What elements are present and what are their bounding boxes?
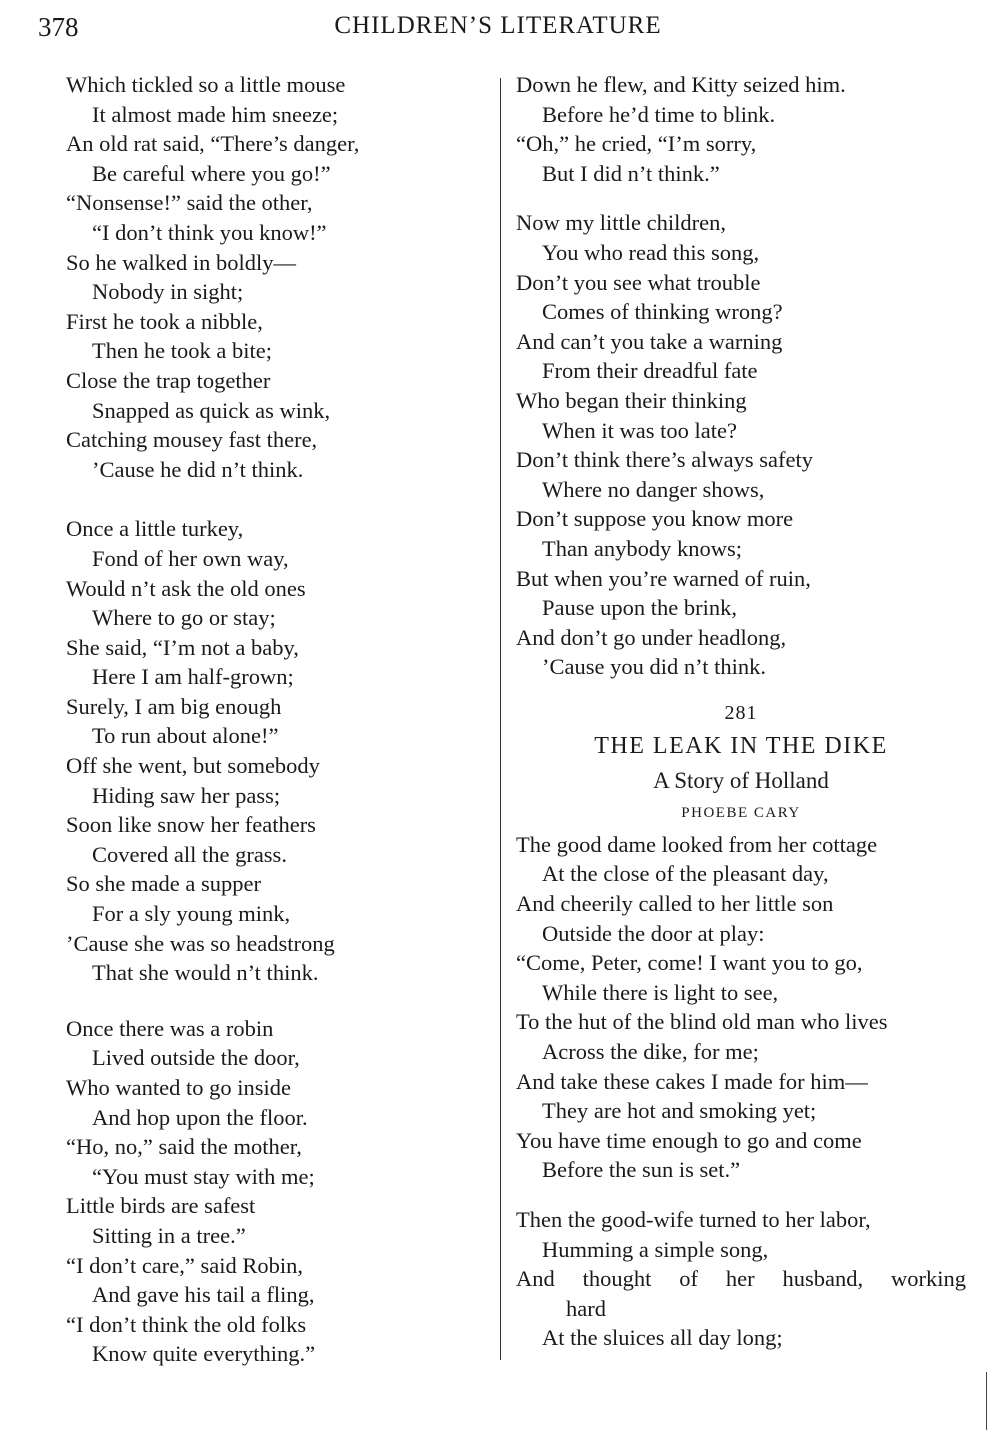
- verse-line: And can’t you take a warning: [516, 328, 783, 354]
- verse-line: At the sluices all day long;: [542, 1325, 783, 1351]
- verse-line: hard: [566, 1295, 606, 1321]
- verse-line: And thought of her husband, working: [516, 1266, 966, 1292]
- verse-line: Surely, I am big enough: [66, 693, 282, 719]
- verse-line: “Come, Peter, come! I want you to go,: [516, 950, 863, 976]
- verse-line: And gave his tail a fling,: [92, 1282, 315, 1308]
- verse-line: Nobody in sight;: [92, 279, 244, 305]
- poem-title: THE LEAK IN THE DIKE: [594, 732, 888, 759]
- stanza: [516, 830, 966, 1185]
- poem-number: 281: [724, 701, 758, 724]
- verse-line: It almost made him sneeze;: [92, 101, 339, 127]
- stanza: [516, 1205, 966, 1353]
- verse-line: So she made a supper: [66, 871, 261, 897]
- verse-line: “Ho, no,” said the mother,: [66, 1134, 302, 1160]
- verse-line: Outside the door at play:: [542, 920, 765, 946]
- verse-line: Before the sun is set.”: [542, 1157, 741, 1183]
- stanza-gap: [516, 1185, 966, 1205]
- verse-line: To run about alone!”: [92, 723, 279, 749]
- verse-line: First he took a nibble,: [66, 308, 263, 334]
- verse-line: Don’t think there’s always safety: [516, 447, 814, 473]
- verse-line: Which tickled so a little mouse: [66, 72, 346, 97]
- verse-line: And hop upon the floor.: [92, 1104, 308, 1130]
- verse-line: Then the good-wife turned to her labor,: [516, 1207, 871, 1232]
- verse-line: Who began their thinking: [516, 387, 747, 413]
- stanza-gap: [516, 188, 966, 208]
- verse-line: You have time enough to go and come: [516, 1127, 862, 1153]
- verse-line: Off she went, but somebody: [66, 753, 320, 779]
- page-edge-mark: [986, 1372, 987, 1430]
- column-divider: [500, 78, 501, 1360]
- verse-line: And cheerily called to her little son: [516, 891, 834, 917]
- verse-line: Comes of thinking wrong?: [542, 299, 783, 325]
- verse-line: Pause upon the brink,: [542, 595, 737, 621]
- verse-line: But when you’re warned of ruin,: [516, 565, 811, 591]
- running-head: CHILDREN’S LITERATURE: [334, 12, 662, 39]
- verse-line: At the close of the pleasant day,: [542, 861, 829, 887]
- verse-line: Where to go or stay;: [92, 605, 276, 631]
- verse-line: Would n’t ask the old ones: [66, 575, 306, 601]
- verse-line: Here I am half-grown;: [92, 664, 294, 690]
- verse-line: “Oh,” he cried, “I’m sorry,: [516, 131, 757, 157]
- verse-line: Once there was a robin: [66, 1015, 274, 1041]
- verse-line: Who wanted to go inside: [66, 1075, 291, 1100]
- verse-line: “I don’t think the old folks: [66, 1311, 307, 1337]
- verse-line: Lived outside the door,: [92, 1045, 300, 1071]
- verse-line: When it was too late?: [542, 417, 737, 443]
- verse-line: For a sly young mink,: [92, 901, 291, 927]
- verse-line: Fond of her own way,: [92, 545, 289, 571]
- stanza: [516, 70, 966, 188]
- verse-line: Across the dike, for me;: [542, 1039, 759, 1065]
- verse-line: Snapped as quick as wink,: [92, 397, 331, 423]
- right-column: [516, 70, 966, 1353]
- stanza: [516, 208, 966, 682]
- verse-line: Soon like snow her feathers: [66, 812, 316, 838]
- left-column: [66, 70, 486, 1369]
- verse-line: Know quite everything.”: [92, 1341, 316, 1367]
- verse-line: And take these cakes I made for him—: [516, 1068, 868, 1094]
- verse-line: Hiding saw her pass;: [92, 782, 281, 808]
- verse-line: “You must stay with me;: [92, 1163, 315, 1189]
- verse-line: “Nonsense!” said the other,: [66, 190, 313, 216]
- verse-line: Be careful where you go!”: [92, 160, 331, 186]
- verse-line: Before he’d time to blink.: [542, 101, 776, 127]
- stanza: [66, 514, 486, 988]
- verse-line: “I don’t think you know!”: [92, 219, 327, 245]
- verse-line: But I did n’t think.”: [542, 160, 720, 186]
- verse-line: Covered all the grass.: [92, 841, 287, 867]
- verse-line: Than anybody knows;: [542, 535, 742, 561]
- verse-line: So he walked in boldly—: [66, 249, 296, 275]
- verse-line: You who read this song,: [542, 239, 760, 265]
- verse-line: ’Cause he did n’t think.: [92, 456, 304, 482]
- verse-line: Catching mousey fast there,: [66, 427, 318, 453]
- verse-line: Close the trap together: [66, 367, 271, 393]
- verse-line: “I don’t care,” said Robin,: [66, 1252, 304, 1278]
- verse-line: Little birds are safest: [66, 1193, 256, 1219]
- verse-line: The good dame looked from her cottage: [516, 831, 878, 857]
- page-number: 378: [38, 12, 79, 42]
- verse-line: Sitting in a tree.”: [92, 1222, 246, 1248]
- verse-line: An old rat said, “There’s danger,: [66, 131, 360, 157]
- verse-line: Where no danger shows,: [542, 476, 765, 502]
- stanza-gap: [66, 988, 486, 1014]
- verse-line: From their dreadful fate: [542, 358, 758, 384]
- verse-line: They are hot and smoking yet;: [542, 1098, 817, 1124]
- right-column-stanzas: [516, 70, 966, 682]
- story-stanzas: [516, 830, 966, 1353]
- verse-line: Down he flew, and Kitty seized him.: [516, 72, 846, 97]
- page-header: [38, 12, 958, 52]
- verse-line: ’Cause you did n’t think.: [542, 654, 766, 680]
- verse-line: And don’t go under headlong,: [516, 624, 787, 650]
- verse-line: Humming a simple song,: [542, 1236, 769, 1262]
- verse-line: Don’t suppose you know more: [516, 506, 794, 532]
- verse-line: ’Cause she was so headstrong: [66, 930, 335, 956]
- verse-line: Once a little turkey,: [66, 516, 244, 542]
- poem-subtitle: A Story of Holland: [653, 767, 829, 793]
- verse-line: That she would n’t think.: [92, 960, 319, 986]
- stanza: [66, 1014, 486, 1369]
- poem-author: PHOEBE CARY: [681, 804, 801, 821]
- verse-line: Now my little children,: [516, 210, 726, 236]
- stanza: [66, 70, 486, 484]
- verse-line: Don’t you see what trouble: [516, 269, 761, 295]
- verse-line: While there is light to see,: [542, 979, 779, 1005]
- verse-line: She said, “I’m not a baby,: [66, 634, 299, 660]
- verse-line: Then he took a bite;: [92, 338, 272, 364]
- verse-line: To the hut of the blind old man who lives: [516, 1009, 888, 1035]
- stanza-gap: [66, 484, 486, 514]
